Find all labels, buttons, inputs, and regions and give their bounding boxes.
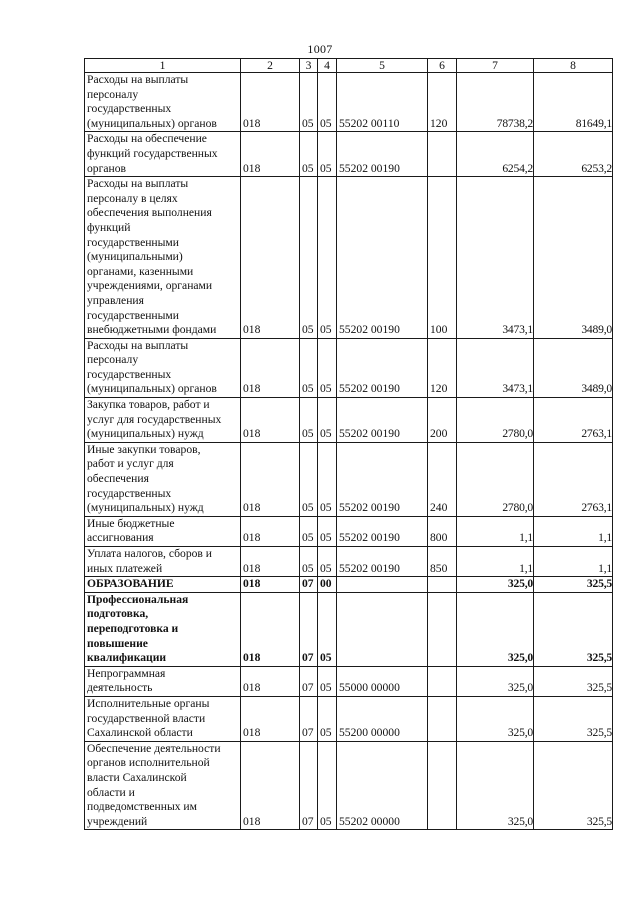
row-name-line: органами, казенными	[87, 264, 194, 278]
amount-year1-cell: 6254,2	[457, 132, 534, 177]
ved-cell: 018	[241, 338, 300, 397]
rz-cell: 07	[300, 741, 318, 830]
row-name-line: персоналу	[87, 353, 139, 367]
header-cell: 1	[85, 59, 241, 73]
amount-year1-cell: 2780,0	[457, 398, 534, 443]
row-name-cell	[85, 577, 241, 593]
row-name-line: государственной власти	[87, 711, 206, 725]
row-name-line: государственных	[87, 486, 172, 500]
csr-cell: 55000 00000	[337, 666, 428, 696]
row-name-cell	[85, 132, 241, 177]
pr-cell: 05	[318, 338, 337, 397]
row-name-line: Расходы на обеспечение	[87, 132, 207, 146]
header-cell: 3	[300, 59, 318, 73]
rz-cell: 05	[300, 132, 318, 177]
ved-cell: 018	[241, 132, 300, 177]
row-name-line: переподготовка и	[87, 621, 179, 635]
amount-year1-cell: 325,0	[457, 741, 534, 830]
row-name-line: государственными	[87, 308, 179, 322]
amount-year2-cell: 325,5	[534, 741, 613, 830]
row-name-cell	[85, 666, 241, 696]
row-name-line: учреждений	[87, 814, 148, 828]
row-name-cell	[85, 592, 241, 666]
row-name-line: ОБРАЗОВАНИЕ	[87, 577, 174, 591]
amount-year2-cell: 2763,1	[534, 442, 613, 516]
header-cell: 8	[534, 59, 613, 73]
csr-cell: 55202 00190	[337, 516, 428, 546]
table-row	[85, 73, 613, 132]
amount-year1-cell: 325,0	[457, 666, 534, 696]
header-row	[85, 59, 613, 73]
csr-cell: 55202 00190	[337, 177, 428, 339]
vr-cell	[428, 666, 457, 696]
row-name-line: Закупка товаров, работ и	[87, 398, 210, 412]
rz-cell: 05	[300, 442, 318, 516]
amount-year1-cell: 325,0	[457, 577, 534, 593]
pr-cell: 05	[318, 132, 337, 177]
ved-cell: 018	[241, 577, 300, 593]
amount-year2-cell: 3489,0	[534, 177, 613, 339]
ved-cell: 018	[241, 73, 300, 132]
pr-cell: 05	[318, 666, 337, 696]
pr-cell: 05	[318, 592, 337, 666]
row-name-line: государственных	[87, 367, 172, 381]
rz-cell: 05	[300, 547, 318, 577]
header-cell: 2	[241, 59, 300, 73]
amount-year2-cell: 2763,1	[534, 398, 613, 443]
table-row	[85, 592, 613, 666]
rz-cell: 05	[300, 398, 318, 443]
row-name-line: Обеспечение деятельности	[87, 741, 221, 755]
vr-cell: 120	[428, 338, 457, 397]
amount-year1-cell: 325,0	[457, 592, 534, 666]
csr-cell: 55202 00190	[337, 442, 428, 516]
row-name-line: иных платежей	[87, 561, 163, 575]
vr-cell: 100	[428, 177, 457, 339]
csr-cell: 55202 00000	[337, 741, 428, 830]
row-name-line: повышение	[87, 636, 148, 650]
row-name-line: подведомственных им	[87, 800, 197, 814]
vr-cell: 850	[428, 547, 457, 577]
row-name-line: Уплата налогов, сборов и	[87, 547, 213, 560]
page-number: 1007	[307, 42, 333, 56]
csr-cell: 55202 00190	[337, 338, 428, 397]
amount-year2-cell: 325,5	[534, 696, 613, 741]
row-name-line: персоналу	[87, 87, 139, 101]
table-row	[85, 696, 613, 741]
rz-cell: 07	[300, 592, 318, 666]
amount-year2-cell: 81649,1	[534, 73, 613, 132]
table-row	[85, 666, 613, 696]
amount-year2-cell: 325,5	[534, 666, 613, 696]
table-row	[85, 516, 613, 546]
vr-cell	[428, 132, 457, 177]
header-cell: 6	[428, 59, 457, 73]
csr-cell: 55202 00190	[337, 547, 428, 577]
vr-cell: 240	[428, 442, 457, 516]
row-name-line: функций	[87, 220, 131, 234]
ved-cell: 018	[241, 516, 300, 546]
row-name-cell	[85, 741, 241, 830]
row-name-line: (муниципальных) нужд	[87, 501, 204, 515]
pr-cell: 05	[318, 741, 337, 830]
row-name-line: государственными	[87, 235, 179, 249]
row-name-line: Расходы на выплаты	[87, 73, 189, 86]
row-name-line: Расходы на выплаты	[87, 338, 189, 352]
pr-cell: 05	[318, 398, 337, 443]
row-name-line: (муниципальных) нужд	[87, 427, 204, 441]
row-name-line: Профессиональная	[87, 592, 189, 606]
row-name-line: (муниципальных) органов	[87, 116, 217, 130]
ved-cell: 018	[241, 592, 300, 666]
csr-cell: 55202 00110	[337, 73, 428, 132]
ved-cell: 018	[241, 547, 300, 577]
vr-cell: 800	[428, 516, 457, 546]
amount-year2-cell: 325,5	[534, 577, 613, 593]
row-name-cell	[85, 398, 241, 443]
row-name-line: подготовка,	[87, 607, 149, 621]
row-name-line: органов исполнительной	[87, 756, 210, 770]
pr-cell: 05	[318, 73, 337, 132]
csr-cell: 55202 00190	[337, 132, 428, 177]
rz-cell: 05	[300, 73, 318, 132]
amount-year2-cell: 6253,2	[534, 132, 613, 177]
header-cell: 7	[457, 59, 534, 73]
amount-year1-cell: 1,1	[457, 547, 534, 577]
vr-cell: 200	[428, 398, 457, 443]
pr-cell: 05	[318, 547, 337, 577]
table-row	[85, 442, 613, 516]
row-name-line: управления	[87, 293, 144, 307]
table-row	[85, 338, 613, 397]
row-name-line: внебюджетными фондами	[87, 323, 217, 337]
row-name-line: Исполнительные органы	[87, 696, 210, 710]
row-name-line: персоналу в целях	[87, 191, 178, 205]
amount-year2-cell: 1,1	[534, 547, 613, 577]
row-name-cell	[85, 73, 241, 132]
amount-year1-cell: 1,1	[457, 516, 534, 546]
row-name-cell	[85, 338, 241, 397]
row-name-line: работ и услуг для	[87, 457, 174, 471]
row-name-cell	[85, 177, 241, 339]
csr-cell: 55200 00000	[337, 696, 428, 741]
ved-cell: 018	[241, 398, 300, 443]
table-row	[85, 177, 613, 339]
row-name-line: ассигнования	[87, 531, 154, 545]
row-name-line: функций государственных	[87, 146, 218, 160]
table-row	[85, 398, 613, 443]
row-name-line: области и	[87, 785, 135, 799]
vr-cell	[428, 592, 457, 666]
row-name-line: учреждениями, органами	[87, 279, 213, 293]
rz-cell: 05	[300, 338, 318, 397]
row-name-cell	[85, 442, 241, 516]
ved-cell: 018	[241, 741, 300, 830]
row-name-line: Непрограммная	[87, 666, 166, 680]
vr-cell: 120	[428, 73, 457, 132]
row-name-line: обеспечения	[87, 472, 149, 486]
row-name-line: обеспечения выполнения	[87, 206, 212, 220]
ved-cell: 018	[241, 177, 300, 339]
amount-year1-cell: 2780,0	[457, 442, 534, 516]
rz-cell: 05	[300, 516, 318, 546]
row-name-line: квалификации	[87, 651, 167, 665]
row-name-line: деятельность	[87, 681, 153, 695]
csr-cell	[337, 577, 428, 593]
amount-year2-cell: 3489,0	[534, 338, 613, 397]
amount-year1-cell: 3473,1	[457, 338, 534, 397]
row-name-cell	[85, 516, 241, 546]
ved-cell: 018	[241, 442, 300, 516]
row-name-line: Иные бюджетные	[87, 516, 175, 530]
row-name-line: Расходы на выплаты	[87, 177, 189, 191]
rz-cell: 07	[300, 666, 318, 696]
amount-year1-cell: 325,0	[457, 696, 534, 741]
rz-cell: 07	[300, 577, 318, 593]
amount-year2-cell: 325,5	[534, 592, 613, 666]
row-name-line: органов	[87, 161, 126, 175]
ved-cell: 018	[241, 666, 300, 696]
vr-cell	[428, 696, 457, 741]
row-name-cell	[85, 547, 241, 577]
row-name-line: Сахалинской области	[87, 726, 193, 740]
budget-table	[84, 58, 613, 830]
vr-cell	[428, 741, 457, 830]
rz-cell: 05	[300, 177, 318, 339]
csr-cell	[337, 592, 428, 666]
pr-cell: 05	[318, 442, 337, 516]
header-cell: 5	[337, 59, 428, 73]
csr-cell: 55202 00190	[337, 398, 428, 443]
vr-cell	[428, 577, 457, 593]
amount-year1-cell: 3473,1	[457, 177, 534, 339]
row-name-line: услуг для государственных	[87, 412, 222, 426]
row-name-line: государственных	[87, 102, 172, 116]
row-name-line: власти Сахалинской	[87, 770, 187, 784]
row-name-line: (муниципальными)	[87, 250, 183, 264]
row-name-line: Иные закупки товаров,	[87, 442, 201, 456]
pr-cell: 05	[318, 696, 337, 741]
row-name-cell	[85, 696, 241, 741]
table-row	[85, 547, 613, 577]
rz-cell: 07	[300, 696, 318, 741]
amount-year2-cell: 1,1	[534, 516, 613, 546]
row-name-line: (муниципальных) органов	[87, 382, 217, 396]
header-cell: 4	[318, 59, 337, 73]
pr-cell: 05	[318, 516, 337, 546]
ved-cell: 018	[241, 696, 300, 741]
table-row	[85, 132, 613, 177]
table-row	[85, 741, 613, 830]
table-row	[85, 577, 613, 593]
pr-cell: 05	[318, 177, 337, 339]
pr-cell: 00	[318, 577, 337, 593]
table-body	[85, 73, 613, 830]
amount-year1-cell: 78738,2	[457, 73, 534, 132]
